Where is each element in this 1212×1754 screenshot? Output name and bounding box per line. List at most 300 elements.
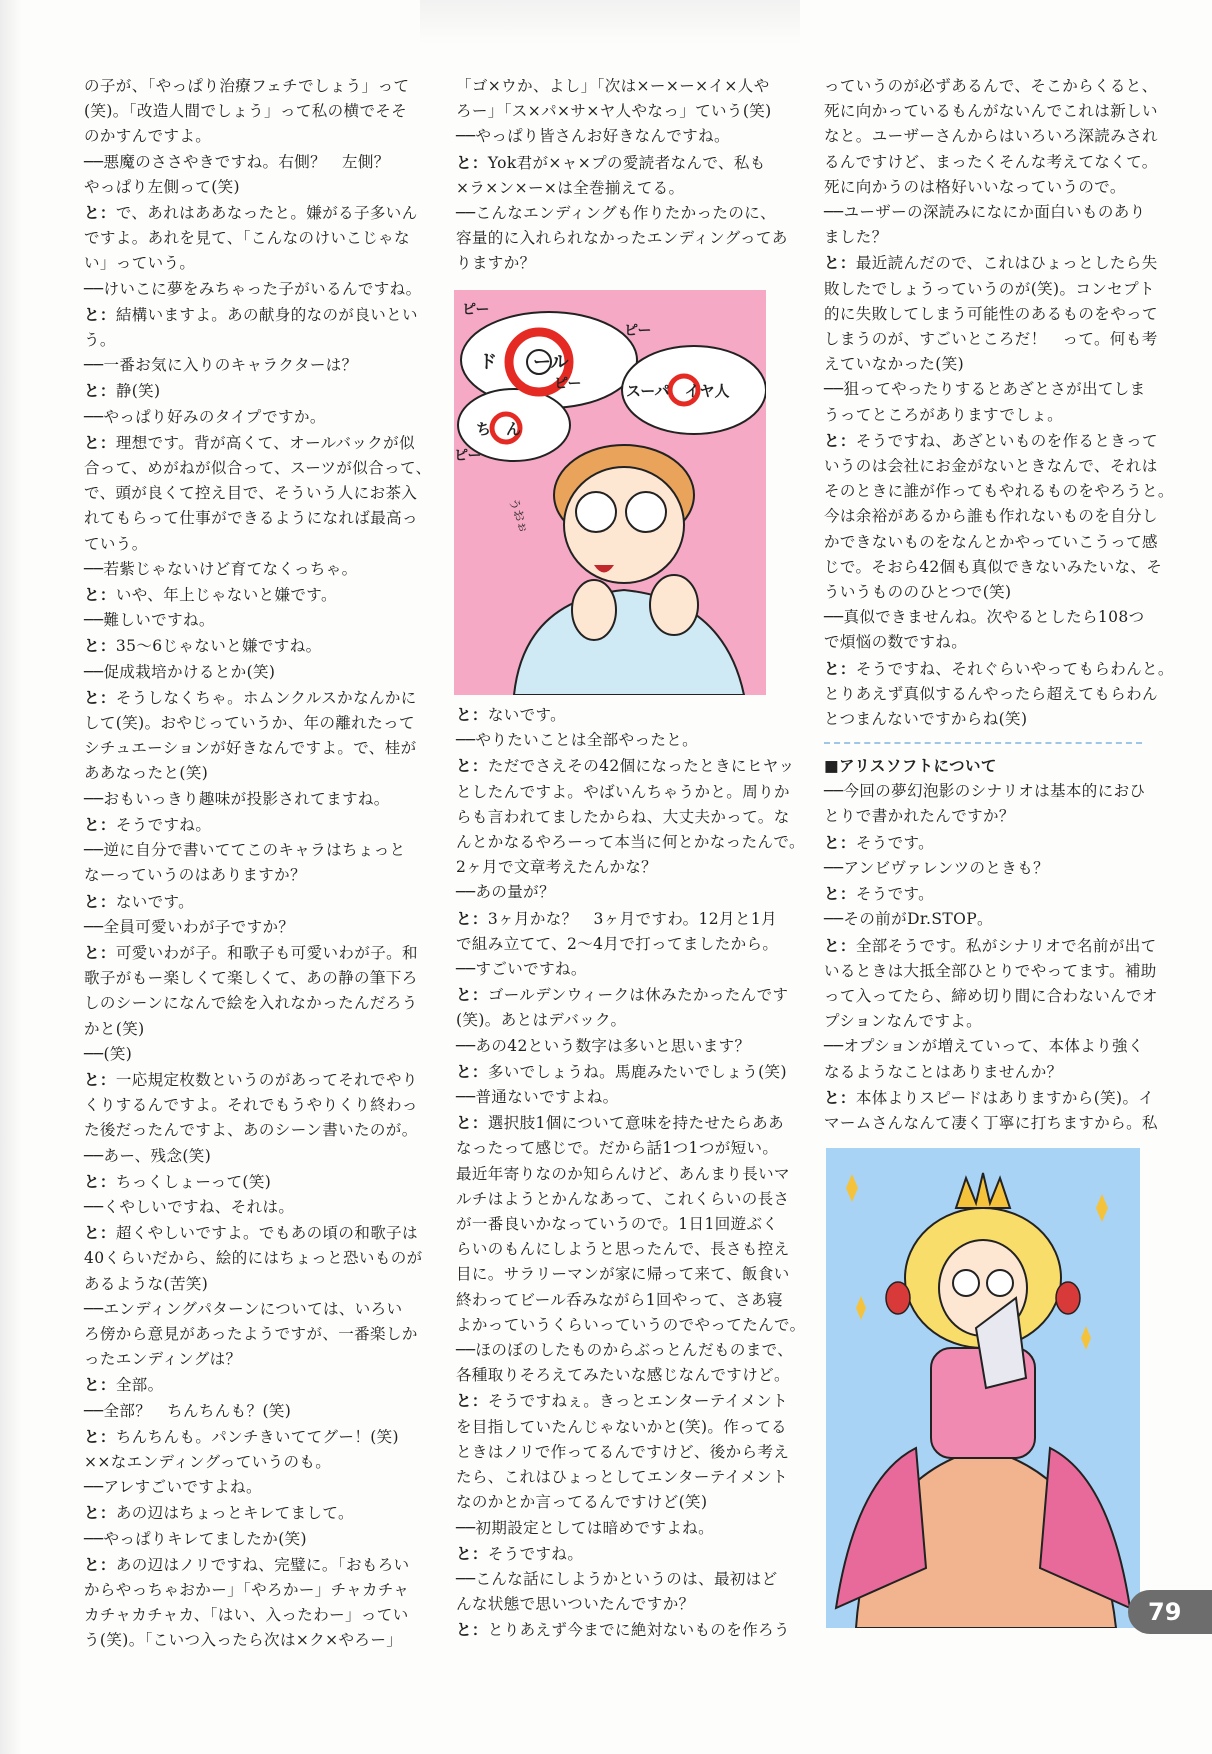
text-line bbox=[456, 728, 776, 753]
text-line bbox=[824, 656, 1174, 682]
text-content: の子が、「やっぱり治療フェチでしょう」って bbox=[84, 77, 410, 95]
text-content: そうです。 bbox=[855, 885, 935, 904]
text-line bbox=[84, 506, 418, 531]
text-line bbox=[84, 608, 402, 633]
text-line bbox=[456, 1363, 790, 1388]
text-line bbox=[456, 957, 776, 982]
text-content: ──初期設定としては暗めですよね。 bbox=[456, 1518, 714, 1537]
speaker-label: と： bbox=[84, 687, 116, 707]
text-line bbox=[456, 1162, 790, 1187]
text-content: ──若紫じゃないけど育てなくっちゃ。 bbox=[84, 559, 358, 578]
text-content: ときはノリで作ってるんですけど、後から考え bbox=[456, 1442, 790, 1461]
text-line bbox=[456, 1212, 779, 1237]
text-line bbox=[456, 1490, 776, 1515]
crown-icon bbox=[956, 1173, 1010, 1208]
text-line bbox=[824, 479, 1174, 504]
sparkle-icon bbox=[856, 1296, 866, 1320]
text-content: ──オプションが増えていって、本体より強く bbox=[824, 1037, 1144, 1056]
text-content: 本体よりスピードはありますから(笑)。イ bbox=[855, 1088, 1155, 1107]
text-content: 的に失敗してしまう可能性のあるものをやって bbox=[824, 304, 1158, 323]
page-number: 79 bbox=[1128, 1590, 1212, 1634]
text-content: っていうのが必ずあるんで、そこからくると、 bbox=[824, 77, 1158, 95]
text-content: としたんですよ。やばいんちゃうかと。周りか bbox=[456, 782, 790, 801]
text-content: んとかなるやろーって本当に何とかなったんで。 bbox=[456, 833, 805, 852]
text-line bbox=[824, 959, 1157, 984]
speaker-label: と： bbox=[84, 381, 116, 401]
text-content: ──アンビヴァレンツのときも？ bbox=[824, 858, 1050, 877]
speaker-label: と： bbox=[824, 430, 856, 450]
text-line bbox=[84, 1424, 402, 1450]
text-line bbox=[84, 838, 406, 863]
sparkle-icon bbox=[1096, 1194, 1108, 1222]
text-content: 敗したでしょうっていうのが(笑)。コンセプト bbox=[824, 279, 1155, 298]
speaker-label: と： bbox=[84, 304, 116, 324]
text-content: えていなかった(笑) bbox=[824, 355, 965, 374]
text-line bbox=[84, 685, 417, 711]
text-line bbox=[456, 1288, 783, 1313]
text-content: ──あの量が？ bbox=[456, 883, 555, 902]
text-line bbox=[824, 175, 1146, 200]
text-content: ──その前がDr.STOP。 bbox=[824, 910, 993, 929]
text-column-1 bbox=[84, 74, 432, 1654]
text-line bbox=[84, 761, 402, 786]
text-content: ──アレすごいですよね。 bbox=[84, 1478, 262, 1497]
text-content: ──くやしいですね、それは。 bbox=[84, 1197, 295, 1216]
text-content: ──今回の夢幻泡影のシナリオは基本的におひ bbox=[824, 782, 1146, 801]
text-line bbox=[824, 530, 1158, 555]
text-line bbox=[824, 933, 1157, 959]
speaker-label: と： bbox=[456, 985, 488, 1005]
speaker-label: と： bbox=[824, 1087, 856, 1107]
text-content: ないです。 bbox=[487, 706, 567, 724]
text-content: が一番良いかなっていうので。1日1回遊ぶく bbox=[456, 1215, 779, 1234]
text-content: 静(笑) bbox=[115, 382, 161, 401]
text-line bbox=[84, 940, 418, 966]
sparkle-icon bbox=[846, 1174, 858, 1202]
text-line bbox=[84, 1578, 410, 1603]
text-line bbox=[456, 251, 776, 276]
text-content: 選択肢1個について意味を持たせたらああ bbox=[487, 1114, 784, 1133]
text-content: う(笑)。「こいつ入ったら次は×ク×やろー」 bbox=[84, 1631, 403, 1650]
text-content: ないです。 bbox=[115, 892, 195, 911]
text-line bbox=[824, 302, 1158, 327]
text-line bbox=[824, 124, 1158, 149]
speaker-label: と： bbox=[84, 585, 116, 605]
speaker-label: と： bbox=[84, 814, 116, 834]
text-line bbox=[456, 176, 776, 201]
text-line bbox=[456, 753, 795, 779]
speaker-label: と： bbox=[84, 1554, 116, 1574]
text-line bbox=[456, 201, 776, 226]
illustration-princess-caricature bbox=[826, 1148, 1140, 1628]
text-line bbox=[824, 1009, 1146, 1034]
text-line bbox=[824, 1060, 1146, 1085]
speaker-label: と： bbox=[84, 942, 116, 962]
text-content: ──やっぱり皆さんお好きなんですね。 bbox=[456, 127, 730, 146]
text-line bbox=[456, 830, 805, 855]
text-line bbox=[456, 99, 776, 124]
text-content: ──悪魔のささやきですね。右側？ 左側？ bbox=[84, 152, 390, 171]
text-content: 35～6じゃないと嫌ですね。 bbox=[115, 637, 322, 656]
text-line bbox=[84, 1272, 402, 1297]
text-content: Yok君が×ャ×プの愛読者なんで、私も bbox=[487, 153, 766, 172]
text-line bbox=[84, 1347, 402, 1372]
text-line bbox=[84, 456, 432, 481]
speaker-label: と： bbox=[84, 1223, 116, 1243]
text-line bbox=[84, 1399, 402, 1424]
text-line bbox=[824, 881, 1146, 907]
text-line bbox=[824, 605, 1146, 630]
text-line bbox=[824, 707, 1146, 732]
text-line bbox=[824, 1085, 1155, 1111]
text-line bbox=[824, 804, 1146, 829]
text-line bbox=[824, 555, 1163, 580]
text-content: そうしなくちゃ。ホムンクルスかなんかに bbox=[115, 688, 417, 707]
text-line bbox=[456, 805, 790, 830]
text-content: そうですね。 bbox=[487, 1544, 584, 1563]
text-content: ──おもいっきり趣味が投影されてますね。 bbox=[84, 789, 390, 808]
shirt bbox=[514, 590, 744, 695]
text-content: たら、これはひょっとしてエンターテイメント bbox=[456, 1468, 789, 1487]
text-line bbox=[84, 557, 402, 582]
text-line bbox=[824, 504, 1158, 529]
text-content: 3ヶ月かな？ 3ヶ月ですわ。12月と1月 bbox=[487, 909, 778, 928]
text-column-3 bbox=[824, 74, 1174, 1136]
text-line bbox=[84, 966, 418, 991]
text-content: ました？ bbox=[824, 228, 888, 247]
text-line bbox=[824, 225, 1146, 250]
text-content: 終わってビール呑みながら1回やって、さあ寝 bbox=[456, 1290, 783, 1309]
text-line bbox=[84, 1500, 402, 1526]
text-content: 歌子がもー楽しくて楽しくて、あの静の筆下ろ bbox=[84, 969, 418, 988]
text-line bbox=[456, 1388, 789, 1414]
text-content: くりするんですよ。それでもうやりくり終わっ bbox=[84, 1096, 418, 1115]
speaker-label: と： bbox=[824, 935, 856, 955]
glasses-icon bbox=[576, 492, 616, 532]
text-line bbox=[84, 991, 418, 1016]
text-content: りますか？ bbox=[456, 254, 536, 273]
text-content: そうですね、あざといものを作るときって bbox=[855, 431, 1158, 450]
text-line bbox=[824, 277, 1155, 302]
text-content: 容量的に入れられなかったエンディングってあ bbox=[456, 229, 788, 248]
text-content: るんですけど、まったくそんな考えてなくて。 bbox=[824, 152, 1158, 171]
text-content: ──真似できませんね。次やるとしたら108つ bbox=[824, 608, 1145, 627]
text-line bbox=[824, 984, 1158, 1009]
text-line bbox=[84, 1169, 402, 1195]
sfx-text: うおぉ bbox=[506, 496, 532, 535]
text-line bbox=[84, 1042, 402, 1067]
text-content: で、頭が良くて控え目で、そういう人にお茶入 bbox=[84, 484, 418, 503]
text-line bbox=[456, 124, 776, 149]
text-line bbox=[84, 430, 415, 456]
balloon-text: ち ん bbox=[476, 420, 522, 438]
text-content: ったエンディングは？ bbox=[84, 1350, 242, 1369]
text-content: 全部そうです。私がシナリオで名前が出て bbox=[855, 936, 1157, 955]
text-content: 最近年寄りなのか知らんけど、あんまり長いマ bbox=[456, 1164, 790, 1183]
text-content: とりあえず今までに絶対ないものを作ろう bbox=[487, 1621, 790, 1640]
text-line bbox=[84, 1527, 402, 1552]
text-line bbox=[84, 200, 418, 226]
text-line bbox=[84, 532, 402, 557]
text-line bbox=[824, 150, 1158, 175]
text-content: で組み立てて、2～4月で打ってましたから。 bbox=[456, 934, 779, 953]
text-line bbox=[84, 736, 417, 761]
text-content: って入ってたら、締め切り間に合わないんでオ bbox=[824, 986, 1158, 1005]
text-content: あの辺はちょっとキレてまして。 bbox=[115, 1504, 354, 1523]
text-content: ××なエンディングっていうのも。 bbox=[84, 1452, 332, 1471]
hand bbox=[572, 580, 616, 640]
text-line bbox=[84, 1322, 418, 1347]
text-content: らいのもんにしようと思ったんで、長さも控え bbox=[456, 1240, 790, 1259]
text-line bbox=[84, 405, 402, 430]
text-line bbox=[456, 74, 776, 99]
text-line bbox=[456, 780, 790, 805]
text-line bbox=[84, 74, 410, 99]
text-line bbox=[84, 711, 415, 736]
text-line bbox=[84, 1067, 418, 1093]
text-line bbox=[84, 582, 402, 608]
text-line bbox=[456, 982, 789, 1008]
section-divider bbox=[824, 742, 1142, 744]
text-line bbox=[824, 682, 1158, 707]
text-line bbox=[84, 150, 402, 175]
text-content: シチュエーションが好きなんですよ。で、桂が bbox=[84, 739, 417, 758]
text-content: ういうもののひとつで(笑) bbox=[824, 583, 1012, 602]
text-line bbox=[84, 1118, 418, 1143]
text-content: 目に。サラリーマンが家に帰って来て、飯食い bbox=[456, 1265, 790, 1284]
text-content: 結構いますよ。あの献身的なのが良いとい bbox=[115, 305, 418, 324]
text-line bbox=[456, 1313, 806, 1338]
text-content: 死に向かっているもんがないんでこれは新しい bbox=[824, 102, 1158, 121]
text-line bbox=[824, 428, 1158, 454]
text-line bbox=[824, 1034, 1146, 1059]
sfx-text: ピー bbox=[554, 376, 582, 392]
speaker-label: と： bbox=[456, 1620, 488, 1640]
sfx-text: ピー bbox=[624, 323, 652, 339]
text-content: 2ヶ月で文章考えたんかな？ bbox=[456, 858, 658, 877]
text-content: ──すごいですね。 bbox=[456, 960, 587, 979]
text-line bbox=[824, 779, 1146, 804]
speaker-label: と： bbox=[456, 908, 488, 928]
speaker-label: と： bbox=[456, 756, 488, 776]
text-content: やっぱり左側って(笑) bbox=[84, 177, 240, 196]
text-line bbox=[824, 74, 1158, 99]
text-content: ああなったと(笑) bbox=[84, 764, 209, 783]
text-content: ちっくしょーって(笑) bbox=[115, 1172, 272, 1191]
text-line bbox=[456, 1034, 776, 1059]
text-line bbox=[84, 1628, 402, 1653]
text-content: ──全部？ ちんちんも？(笑) bbox=[84, 1401, 292, 1420]
text-line bbox=[456, 226, 788, 251]
text-line bbox=[456, 932, 779, 957]
text-content: して(笑)。おやじっていうか、年の離れたって bbox=[84, 714, 415, 733]
text-content: ──あの42という数字は多いと思います？ bbox=[456, 1036, 751, 1055]
speaker-label: と： bbox=[84, 1426, 116, 1446]
text-content: ──促成栽培かけるとか(笑) bbox=[84, 662, 276, 681]
text-content: 死に向かうのは格好いいなっていうので。 bbox=[824, 177, 1126, 196]
text-content: からやっちゃおかー」「やろかー」チャカチャ bbox=[84, 1580, 410, 1599]
sfx-text: ピー bbox=[462, 302, 490, 318]
text-content: らも言われてましたからね、大丈夫かって。な bbox=[456, 807, 790, 826]
text-line bbox=[84, 1093, 418, 1118]
text-content: ──全員可愛いわが子ですか？ bbox=[84, 917, 295, 936]
text-content: 「ゴ×ウか、よし」「次は×ー×ー×イ×人や bbox=[456, 77, 770, 95]
text-line bbox=[824, 250, 1158, 276]
speaker-label: と： bbox=[456, 1391, 488, 1411]
text-content: ──こんなエンディングも作りたかったのに、 bbox=[456, 204, 777, 223]
text-content: じで。そおら42個も真似できないみたいな、そ bbox=[824, 557, 1163, 576]
illustration-author-caricature bbox=[454, 290, 766, 695]
text-line bbox=[824, 99, 1158, 124]
text-line bbox=[456, 1262, 790, 1287]
text-content: 40くらいだから、絵的にはちょっと恐いものが bbox=[84, 1249, 423, 1268]
speaker-label: と： bbox=[84, 1069, 116, 1089]
text-line bbox=[824, 200, 1146, 225]
text-line bbox=[456, 880, 776, 905]
balloon-text: スーパ イヤ人 bbox=[626, 382, 730, 400]
text-content: そうです。 bbox=[855, 833, 935, 852]
text-line bbox=[84, 1017, 402, 1042]
text-content: 今は余裕があるから誰も作れないものを自分し bbox=[824, 507, 1158, 526]
text-line bbox=[824, 907, 1146, 932]
text-line bbox=[84, 1144, 402, 1169]
text-content: (笑)。あとはデバック。 bbox=[456, 1011, 627, 1030]
text-content: そうですね、それぐらいやってもらわんと。 bbox=[855, 659, 1174, 678]
text-line bbox=[824, 454, 1158, 479]
text-content: ──普通ないですよね。 bbox=[456, 1088, 619, 1107]
text-content: ただでさえその42個になったときにヒヤッ bbox=[487, 757, 795, 776]
text-line bbox=[84, 1450, 402, 1475]
text-line bbox=[84, 633, 402, 659]
text-line bbox=[456, 855, 776, 880]
text-content: いうのは会社にお金がないときなんで、それは bbox=[824, 457, 1158, 476]
text-line bbox=[456, 1465, 789, 1490]
text-line bbox=[84, 812, 402, 838]
text-content: ──逆に自分で書いててこのキャラはちょっと bbox=[84, 841, 406, 860]
text-line bbox=[456, 1541, 776, 1567]
text-content: ──こんな話にしようかというのは、最初はど bbox=[456, 1569, 778, 1588]
text-content: んな状態で思いついたんですか？ bbox=[456, 1595, 695, 1614]
text-line bbox=[824, 327, 1158, 352]
top-bleed-through bbox=[420, 0, 800, 44]
text-content: 可愛いわが子。和歌子も可愛いわが子。和 bbox=[115, 943, 418, 962]
text-content: しのシーンになんで絵を入れなかったんだろう bbox=[84, 994, 418, 1013]
text-content: ×ラ×ン×ー×は全巻揃えてる。 bbox=[456, 178, 685, 197]
text-content: (笑)。「改造人間でしょう」って私の横でそそ bbox=[84, 102, 408, 121]
text-line bbox=[456, 1617, 790, 1643]
text-content: た後だったんですよ、あのシーン書いたのが。 bbox=[84, 1121, 418, 1140]
text-line bbox=[84, 787, 402, 812]
text-content: 多いでしょうね。馬鹿みたいでしょう(笑) bbox=[487, 1062, 787, 1081]
text-line bbox=[84, 863, 402, 888]
text-content: ──エンディングパターンについては、いろい bbox=[84, 1299, 403, 1318]
text-content: い」っていう。 bbox=[84, 254, 196, 273]
text-content: で煩悩の数ですね。 bbox=[824, 633, 968, 652]
text-content: ルチはようとかんなあって、これくらいの長さ bbox=[456, 1189, 790, 1208]
text-content: 超くやしいですよ。でもあの頃の和歌子は bbox=[115, 1224, 418, 1243]
text-line bbox=[84, 1220, 418, 1246]
text-line bbox=[84, 1475, 402, 1500]
text-content: ──けいこに夢をみちゃった子がいるんですね。 bbox=[84, 279, 422, 298]
text-line bbox=[824, 856, 1146, 881]
text-line bbox=[456, 906, 776, 932]
text-line bbox=[84, 1372, 402, 1398]
speaker-label: と： bbox=[84, 203, 116, 223]
text-content: 全部。 bbox=[115, 1376, 164, 1395]
glasses-icon bbox=[953, 1270, 979, 1296]
text-line bbox=[84, 378, 402, 404]
text-content: 各種取りそろえてみたいな感じなんですけど。 bbox=[456, 1366, 790, 1385]
text-line bbox=[84, 302, 418, 328]
text-content: なるようなことはありませんか？ bbox=[824, 1062, 1063, 1081]
text-line bbox=[84, 175, 402, 200]
text-column-2-continued bbox=[456, 702, 806, 1644]
text-content: ていう。 bbox=[84, 534, 148, 553]
section-title: ■アリスソフトについて bbox=[824, 757, 997, 776]
text-line bbox=[456, 1110, 784, 1136]
text-line bbox=[456, 1415, 787, 1440]
text-line bbox=[84, 915, 402, 940]
text-line bbox=[824, 403, 1146, 428]
text-content: を目指していたんじゃないかと(笑)。作ってる bbox=[456, 1417, 787, 1436]
text-content: 最近読んだので、これはひょっとしたら失 bbox=[855, 254, 1158, 273]
hair-ribbon bbox=[886, 1282, 910, 1314]
speaker-label: と： bbox=[824, 832, 856, 852]
text-line bbox=[84, 99, 408, 124]
text-content: ちんちんも。パンチきいててグー！(笑) bbox=[115, 1427, 400, 1446]
speaker-label: と： bbox=[824, 884, 856, 904]
text-line bbox=[84, 353, 402, 378]
text-content: れてもらって仕事ができるようになれば最高っ bbox=[84, 509, 418, 528]
speaker-label: と： bbox=[824, 658, 856, 678]
text-line bbox=[824, 377, 1146, 402]
text-content: しまうのが、すごいところだ！ って。何も考 bbox=[824, 330, 1158, 349]
text-content: とつまんないですからね(笑) bbox=[824, 710, 1028, 729]
text-content: とりあえず真似するんやったら超えてもらわん bbox=[824, 684, 1158, 703]
text-content: 理想です。背が高くて、オールバックが似 bbox=[115, 433, 415, 452]
text-content: かできないものをなんとかやっていこうって感 bbox=[824, 532, 1158, 551]
text-content: ──やりたいことは全部やったと。 bbox=[456, 731, 699, 750]
text-line bbox=[84, 889, 402, 915]
text-content: かと(笑) bbox=[84, 1019, 145, 1038]
speaker-label: と： bbox=[84, 1375, 116, 1395]
text-line bbox=[456, 1338, 794, 1363]
text-content: で、あれはああなったと。嫌がる子多いん bbox=[115, 204, 418, 223]
speaker-label: と： bbox=[84, 891, 116, 911]
caricature-svg bbox=[454, 290, 766, 695]
text-content: 一応規定枚数というのがあってそれでやり bbox=[115, 1070, 418, 1089]
text-content: うってところがありますでしょ。 bbox=[824, 405, 1063, 424]
text-line bbox=[84, 328, 402, 353]
text-line bbox=[84, 481, 418, 506]
text-line bbox=[84, 226, 410, 251]
text-line bbox=[84, 251, 402, 276]
text-content: ゴールデンウィークは休みたかったんです bbox=[487, 986, 789, 1005]
text-line bbox=[824, 630, 1146, 655]
page-edge-shadow bbox=[0, 0, 22, 1754]
text-line bbox=[456, 1567, 776, 1592]
text-content: ──やっぱり好みのタイプですか。 bbox=[84, 407, 326, 426]
speaker-label: と： bbox=[456, 705, 488, 724]
text-line bbox=[824, 1111, 1158, 1136]
speaker-label: と： bbox=[456, 1061, 488, 1081]
text-content: いや、年上じゃないと嫌です。 bbox=[115, 586, 337, 605]
text-content: ──ユーザーの深読みになにか面白いものあり bbox=[824, 203, 1146, 222]
text-line bbox=[824, 830, 1146, 856]
hand bbox=[650, 575, 698, 635]
text-line bbox=[456, 1136, 779, 1161]
text-content: とりで書かれたんですか？ bbox=[824, 807, 1015, 826]
